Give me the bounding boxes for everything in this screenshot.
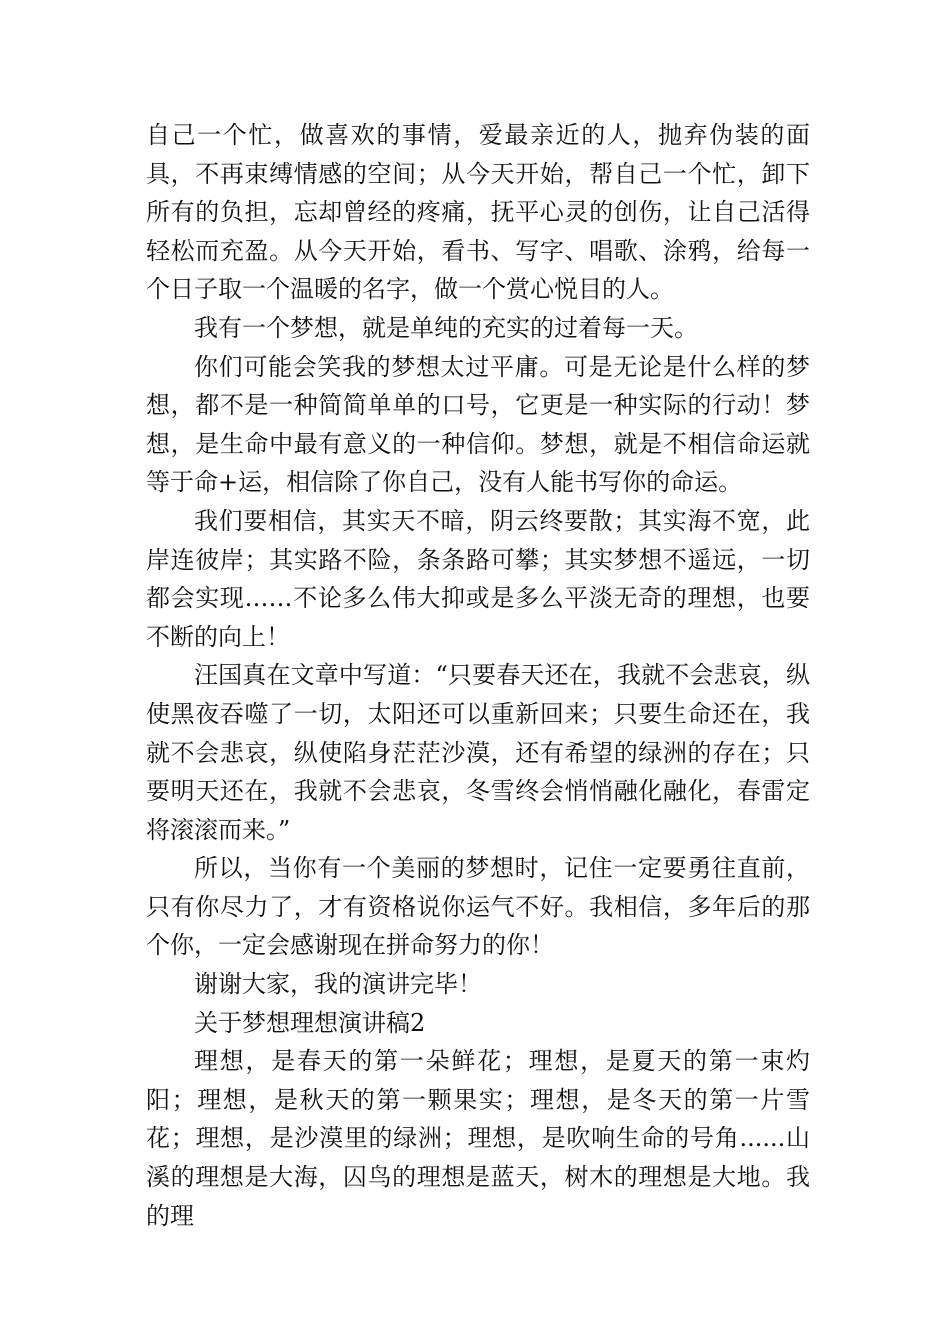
- paragraph-ideal: 理想，是春天的第一朵鲜花；理想，是夏天的第一束灼阳；理想，是秋天的第一颗果实；理想，是冬天的第一片雪花；理想，是沙漠里的绿洲；理想，是吹响生命的号角......山溪的理想是大海，囚鸟的理想是蓝天，树木的理想是大地。我的理: [146, 1047, 810, 1230]
- paragraph-quote: 汪国真在文章中写道：“只要春天还在，我就不会悲哀，纵使黑夜吞噬了一切，太阳还可以重新回来；只要生命还在，我就不会悲哀，纵使陷身茫茫沙漠，还有希望的绿洲的存在；只要明天还在，我就不会悲哀，冬雪终会悄悄融化融化，春雷定将滚滚而来。”: [146, 661, 810, 844]
- section-title: 关于梦想理想演讲稿2: [194, 1008, 426, 1037]
- paragraph-thanks: 谢谢大家，我的演讲完毕！: [194, 970, 482, 999]
- paragraph-believe: 我们要相信，其实天不暗，阴云终要散；其实海不宽，此岸连彼岸；其实路不险，条条路可攀；其实梦想不遥远，一切都会实现……不论多么伟大抑或是多么平淡无奇的理想，也要不断的向上！: [146, 506, 810, 651]
- paragraph-dream-meaning: 你们可能会笑我的梦想太过平庸。可是无论是什么样的梦想，都不是一种简简单单的口号，它更是一种实际的行动！梦想，是生命中最有意义的一种信仰。梦想，就是不相信命运就等于命+运，相信除了你自己，没有人能书写你的命运。: [146, 352, 810, 497]
- paragraph-continued: 自己一个忙，做喜欢的事情，爱最亲近的人，抛弃伪装的面具，不再束缚情感的空间；从今天开始，帮自己一个忙，卸下所有的负担，忘却曾经的疼痛，抚平心灵的创伤，让自己活得轻松而充盈。从今天开始，看书、写字、唱歌、涂鸦，给每一个日子取一个温暖的名字，做一个赏心悦目的人。: [146, 121, 810, 304]
- paragraph-conclusion: 所以，当你有一个美丽的梦想时，记住一定要勇往直前，只有你尽力了，才有资格说你运气不好。我相信，多年后的那个你，一定会感谢现在拼命努力的你！: [146, 854, 810, 960]
- document-page: [146, 116, 810, 1235]
- paragraph-dream-statement: 我有一个梦想，就是单纯的充实的过着每一天。: [194, 313, 698, 342]
